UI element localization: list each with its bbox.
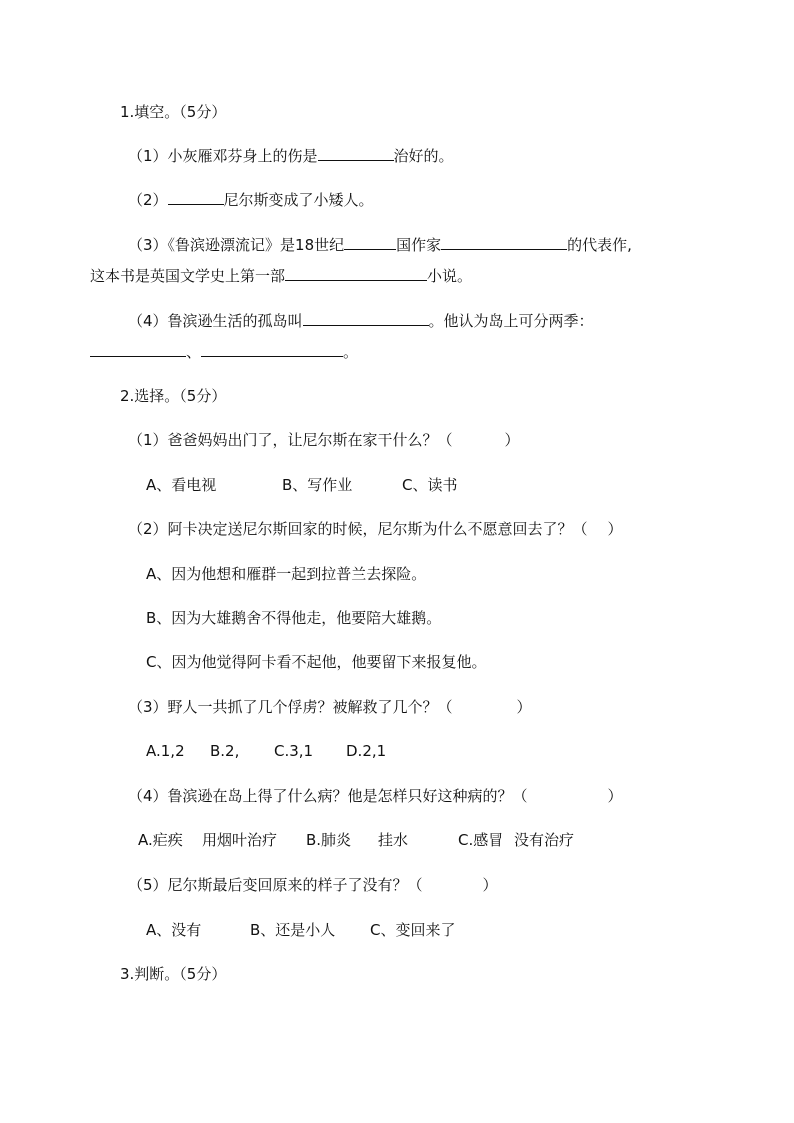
choice-q5-option-c[interactable]: C、变回来了 <box>370 921 456 939</box>
fill-question-4-line-2 <box>90 342 358 362</box>
answer-blank[interactable] <box>344 235 396 250</box>
choice-question-3 <box>128 697 532 717</box>
fill-question-4-line-1 <box>128 311 594 331</box>
q1-text: （1）爸爸妈妈出门了，让尼尔斯在家干什么？（ <box>128 431 453 449</box>
q2-prefix: （2） <box>128 191 168 209</box>
q2-text: （2）阿卡决定送尼尔斯回家的时候，尼尔斯为什么不愿意回去了？（ <box>128 520 588 538</box>
fill-question-1 <box>128 146 454 166</box>
q4-close: ） <box>607 787 623 805</box>
q4-end: 。 <box>343 343 359 361</box>
choice-q2-option-b[interactable]: B、因为大雄鹅舍不得他走，他要陪大雄鹅。 <box>146 609 442 627</box>
section-1-title: 1.填空。（5分） <box>120 103 227 121</box>
q3-part3: 的代表作, <box>567 236 632 254</box>
choice-q4-option-a-detail: 用烟叶治疗 <box>202 831 278 849</box>
answer-blank[interactable] <box>285 266 427 281</box>
q4-text: （4）鲁滨逊在岛上得了什么病？他是怎样只好这种病的？（ <box>128 787 528 805</box>
choice-q1-option-a[interactable]: A、看电视 <box>146 476 217 494</box>
q5-close: ） <box>482 876 498 894</box>
choice-q4-option-a[interactable]: A.疟疾 <box>138 831 183 849</box>
choice-q3-option-c[interactable]: C.3,1 <box>274 742 314 760</box>
section-3-title: 3.判断。（5分） <box>120 965 227 983</box>
choice-q1-option-b[interactable]: B、写作业 <box>282 476 353 494</box>
choice-q3-option-b[interactable]: B.2, <box>210 742 240 760</box>
q3-close: ） <box>516 698 532 716</box>
q1-prefix: （1）小灰雁邓芬身上的伤是 <box>128 147 318 165</box>
fill-question-3-line-2 <box>90 266 472 286</box>
choice-question-2 <box>128 519 623 539</box>
q1-suffix: 治好的。 <box>393 147 454 165</box>
q3-part2: 国作家 <box>396 236 442 254</box>
choice-q3-option-a[interactable]: A.1,2 <box>146 742 185 760</box>
q3-line2-prefix: 这本书是英国文学史上第一部 <box>90 267 286 285</box>
choice-q3-option-d[interactable]: D.2,1 <box>346 742 387 760</box>
fill-question-2 <box>128 190 374 210</box>
q3-text: （3）野人一共抓了几个俘虏？被解救了几个？（ <box>128 698 453 716</box>
choice-q5-option-a[interactable]: A、没有 <box>146 921 202 939</box>
answer-blank[interactable] <box>303 311 429 326</box>
choice-q4-option-c[interactable]: C.感冒 <box>458 831 504 849</box>
fill-question-3-line-1 <box>128 235 632 255</box>
q2-suffix: 尼尔斯变成了小矮人。 <box>223 191 374 209</box>
answer-blank[interactable] <box>201 342 343 357</box>
q1-close: ） <box>504 431 520 449</box>
answer-blank[interactable] <box>441 235 567 250</box>
choice-q5-option-b[interactable]: B、还是小人 <box>250 921 336 939</box>
q5-text: （5）尼尔斯最后变回原来的样子了没有？（ <box>128 876 423 894</box>
section-2-title: 2.选择。（5分） <box>120 387 227 405</box>
choice-q1-option-c[interactable]: C、读书 <box>402 476 458 494</box>
q4-suffix: 。他认为岛上可分两季： <box>428 312 594 330</box>
q3-part1: （3）《鲁滨逊漂流记》是18世纪 <box>128 236 345 254</box>
choice-question-5 <box>128 875 498 895</box>
answer-blank[interactable] <box>90 342 186 357</box>
choice-q4-option-b-detail: 挂水 <box>378 831 409 849</box>
q2-close: ） <box>607 520 623 538</box>
answer-blank[interactable] <box>168 190 224 205</box>
choice-q4-option-b[interactable]: B.肺炎 <box>306 831 352 849</box>
q4-sep: 、 <box>186 343 202 361</box>
choice-q2-option-a[interactable]: A、因为他想和雁群一起到拉普兰去探险。 <box>146 565 427 583</box>
choice-question-4 <box>128 786 623 806</box>
choice-q4-option-c-detail: 没有治疗 <box>514 831 575 849</box>
q4-prefix: （4）鲁滨逊生活的孤岛叫 <box>128 312 303 330</box>
answer-blank[interactable] <box>318 146 394 161</box>
q3-line2-suffix: 小说。 <box>427 267 473 285</box>
choice-question-1 <box>128 430 520 450</box>
choice-q2-option-c[interactable]: C、因为他觉得阿卡看不起他，他要留下来报复他。 <box>146 653 487 671</box>
